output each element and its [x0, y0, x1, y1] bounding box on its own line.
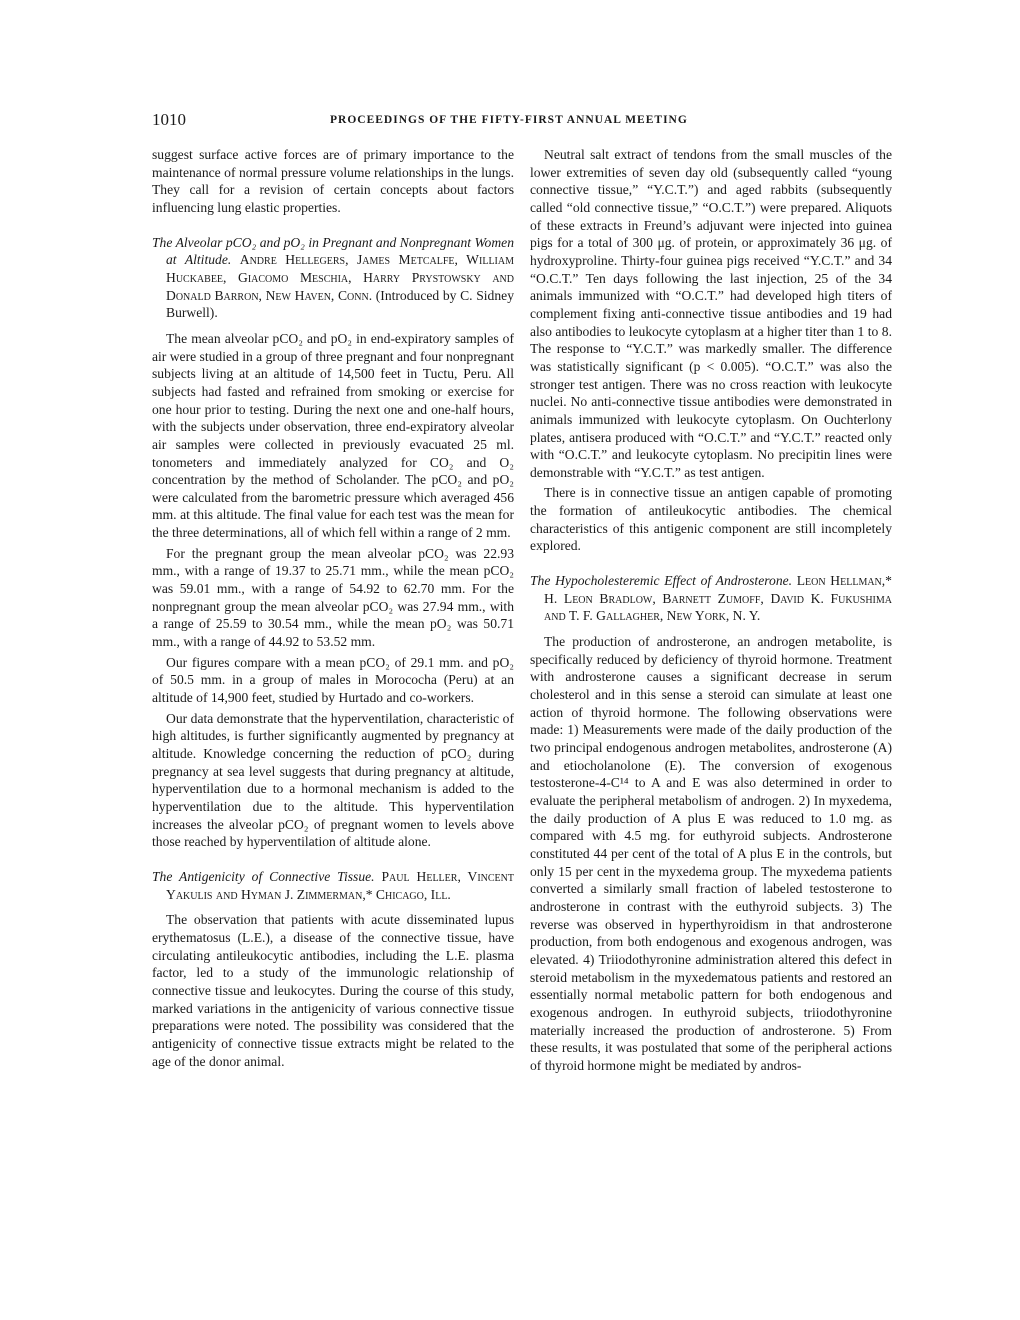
paragraph: For the pregnant group the mean alveolar pCO₂ was 22.93 mm., with a range of 19.37 to 25.71 mm., while the mean pCO₂ was 59.01 mm., with a range of 54.92 to 62.70 mm. For the nonpregnant group the mean alveolar pCO₂ was 27.94 mm., with a range of 25.59 to 30.54 mm., while the mean pO₂ was 50.71 mm., with a range of 44.92 to 53.52 mm. — [152, 545, 514, 650]
article-heading — [152, 234, 514, 322]
running-head: PROCEEDINGS OF THE FIFTY-FIRST ANNUAL MEETING — [330, 114, 688, 126]
left-column — [152, 146, 514, 1073]
article-note: (Introduced by C. Sidney Burwell). — [166, 287, 514, 321]
paragraph: The observation that patients with acute disseminated lupus erythematosus (L.E.), a disease of the connective tissue, have circulating antileukocytic antibodies, including the L.E. plasma factor, led to a study of the immunologic relationship of connective tissue and leukocytes. During the course of this study, marked variations in the antigenicity of various connective tissue preparations were noted. The possibility was considered that the antigenicity of connective tissue extracts might be related to the age of the donor animal. — [152, 912, 514, 1069]
article-title: The Hypocholesteremic Effect of Androsterone. — [530, 573, 793, 589]
article-authors: Leon Hellman,* H. Leon Bradlow, Barnett Zumoff, David K. Fukushima and T. F. Gallagher, New York, N. Y. — [544, 573, 892, 624]
paragraph: The mean alveolar pCO₂ and pO₂ in end-expiratory samples of air were studied in a group of three pregnant and four nonpregnant subjects living at an altitude of 14,500 feet in Tuctu, Peru. All subjects had fasted and refrained from smoking or exercise for one hour prior to testing. During the next one and one-half hours, with the subjects under observation, three end-expiratory alveolar air samples were collected in previously evacuated 25 ml. tonometers and immediately analyzed for CO₂ and O₂ concentration by the method of Scholander. The pCO₂ and pO₂ were calculated from the barometric pressure which averaged 456 mm. at this altitude. The final value for each test was the mean for the three determinations, all of which fell within a range of 2 mm. — [152, 330, 514, 541]
paragraph: Our figures compare with a mean pCO₂ of 29.1 mm. and pO₂ of 50.5 mm. in a group of males in Morococha (Peru) at an altitude of 14,900 feet, studied by Hurtado and co-workers. — [152, 654, 514, 706]
paragraph: Neutral salt extract of tendons from the small muscles of the lower extremities of seven day old (subsequently called “young connective tissue,” “Y.C.T.”) and aged rabbits (subsequently called “old connective tissue,” “O.C.T.”) were prepared. Aliquots of these extracts in Freund’s adjuvant were injected into guinea pigs for a total of 300 μg. of protein, or approximately 36 μg. of hydroxyproline. Thirty-four guinea pigs received “Y.C.T.” and 34 “O.C.T.” Ten days following the last injection, 25 of the 34 animals immunized with “O.C.T.” had developed high titers of complement fixing anti-connective tissue antibodies and 19 had also antibodies to leukocyte cytoplasm at a higher titer than 1 to 8. The response to “Y.C.T.” was markedly smaller. The difference was statistically significant (p < 0.005). “O.C.T.” was also the stronger test antigen. There was no cross reaction with leukocyte nuclei. No anti-connective tissue antibodies were demonstrated in animals immunized with leukocyte cytoplasm. On Ouchterlony plates, antisera produced with “O.C.T.” and “Y.C.T.” reacted only with “O.C.T.” and leukocyte cytoplasm. No precipitin lines were demonstrable with “Y.C.T.” as test antigen. — [530, 147, 892, 480]
article-heading — [530, 572, 892, 625]
paragraph: The production of androsterone, an androgen metabolite, is specifically reduced by deficiency of thyroid hormone. Treatment with androsterone causes a significant decrease in serum cholesterol and in this sense a steroid can simulate at least one action of thyroid hormone. The following observations were made: 1) Measurements were made of the daily production of the two principal endogenous androgen metabolites, androsterone (A) and etiocholanolone (E). The conversion of exogenous testosterone-4-C¹⁴ to A and E was also determined in order to evaluate the peripheral metabolism of androgen. 2) In myxedema, the daily production of A plus E was reduced to 1.0 mg. as compared with 4.5 mg. for euthyroid subjects. Androsterone constituted 44 per cent of the total of A plus E in the controls, but only 15 per cent in the myxedema group. The myxedema patients converted a similarly small fraction of labeled testosterone to androsterone in contrast with the euthyroid subjects. 3) The reverse was observed in hyperthyroidism in that androsterone production, from both endogenous and exogenous androgen, was elevated. 4) Triiodothyronine administration altered this defect in steroid metabolism in the myxedematous patients and restored an essentially normal metabolic pattern for both endogenous and exogenous androgen. In euthyroid subjects, triiodothyronine materially increased the production of androsterone. 5) From these results, it was postulated that some of the peripheral actions of thyroid hormone might be mediated by andros- — [530, 634, 892, 1073]
paragraph: suggest surface active forces are of primary importance to the maintenance of normal pressure volume relationships in the lungs. They call for a revision of certain concepts about factors influencing lung elastic properties. — [152, 147, 514, 215]
paragraph: There is in connective tissue an antigen capable of promoting the formation of antileukocytic antibodies. The chemical characteristics of this antigenic component are still incompletely explored. — [530, 485, 892, 554]
article-authors: Andre Hellegers, James Metcalfe, William Huckabee, Giacomo Meschia, Harry Prystowsky and Donald Barron, New Haven, Conn. — [166, 252, 514, 303]
page-number: 1010 — [152, 110, 186, 129]
paragraph: Our data demonstrate that the hyperventilation, characteristic of high altitudes, is further significantly augmented by pregnancy at altitude. Knowledge concerning the reduction of pCO₂ during pregnancy at sea level suggests that during pregnancy at altitude, hyperventilation due to a hormonal mechanism is added to the hyperventilation due to the altitude. This hyperventilation increases the alveolar pCO₂ of pregnant women to levels above those reached by hyperventilation of altitude alone. — [152, 710, 514, 850]
article-title: The Alveolar pCO₂ and pO₂ in Pregnant and Nonpregnant Women at Altitude. — [152, 234, 514, 268]
article-heading — [152, 868, 514, 903]
right-column — [530, 146, 892, 1077]
article-authors: Paul Heller, Vincent Yakulis and Hyman J. Zimmerman,* Chicago, Ill. — [166, 868, 514, 902]
article-title: The Antigenicity of Connective Tissue. — [152, 868, 375, 884]
